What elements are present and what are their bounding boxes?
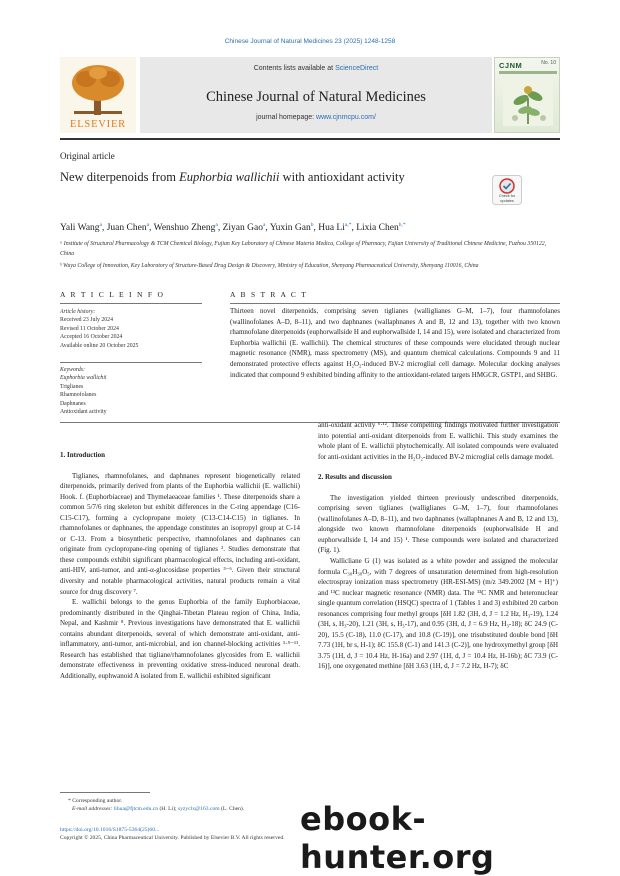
title-part-2: with antioxidant activity [279,170,405,184]
keywords-label: Keywords: [60,367,85,373]
keyword-item: Antioxidant activity [60,409,107,416]
author-affiliation-marker[interactable]: a [215,222,218,228]
cover-title: CJNM [499,61,523,70]
journal-cover-thumbnail [494,57,560,133]
affiliation-a: ᵃ Institute of Structural Pharmacology & TCM Chemical Biology, Fujian Key Laboratory of Chinese Materia Medica, College of Pharmacy, Fujian University of Traditional Chinese Medicine, Fuzhou 350122, China [60,241,547,257]
check-for-updates-badge[interactable] [492,175,522,205]
masthead-rule [60,138,560,140]
masthead-banner [140,57,492,133]
article-history [60,308,202,350]
author-name: Yuxin Gan [269,223,311,234]
abstract-heading: A B S T R A C T [230,290,308,299]
keyword-item: Rhamnofolanes [60,392,97,399]
affiliation-b: ᵇ Wuya College of Innovation, Key Laboratory of Structure-Based Drug Design & Discovery, Ministry of Education, Shenyang Pharmaceutical University, Shenyang 110016, China [60,263,479,269]
abstract-rule [230,303,560,304]
journal-homepage-link[interactable]: www.cjnmcpu.com/ [316,114,376,121]
elsevier-logo-icon [60,57,136,133]
author-name: Yali Wang [60,223,100,234]
cover-band [499,71,557,74]
email-label: E-mail addresses: [72,806,114,813]
journal-name: Chinese Journal of Natural Medicines [206,89,426,105]
author-name: Wenshuo Zheng [153,223,216,234]
contents-line [140,65,492,72]
history-online: Available online 20 October 2025 [60,342,139,349]
title-species: Euphorbia wallichii [179,170,280,184]
email-link-2[interactable]: syzyclx@163.com [177,806,220,813]
intro-paragraph-1: Tiglianes, rhamnofolanes, and daphnanes represent biogenetically related diterpenoids, primarily derived from plants of the Euphorbia wallichii (E. wallichii) Hook. f. (Euphorbiaceae) and Thymelaeaceae families ¹. These diterpenoids share a common 5/7/6 ring skeleton but exhibit differences in the C-ring appendage (C16-C15-C17), forming a cyclopropane moiety (C13-C14-C15) in tiglianes. In rhamnofolanes or daphnanes, the appendage constitutes an isopropyl group at C-14 or C-13. From a biosynthetic perspective, rhamnofolanes and daphnanes can originate from cyclopropane-ring opening of tiglianes ². Studies demonstrate that these compounds exhibit significant pharmacological effects, including anti-oxidant, anti-HIV, anti-tumor, and anti-α-glucosidase properties ³⁻⁶. Given their structural diversity and notable pharmacological activities, natural products remain a vital source for drug discovery ⁷. [60,471,300,596]
author-affiliation-marker[interactable]: a [99,222,102,228]
history-accepted: Accepted 16 October 2024 [60,334,123,341]
journal-masthead [60,57,560,133]
email-owner-2: (L. Chen). [219,806,245,813]
author-affiliation-marker[interactable]: b [310,222,314,228]
results-heading: 2. Results and discussion [318,473,392,482]
body-column-left [60,450,300,681]
footnote [60,797,310,814]
cover-plant-icon [503,80,553,126]
badge-line-1: Check for [498,194,516,198]
running-head: Chinese Journal of Natural Medicines 23 (2025) 1248-1258 [224,38,396,45]
history-revised: Revised 11 October 2024 [60,325,119,332]
results-paragraph-2: Wallicliane G (1) was isolated as a white powder and assigned the molecular formula C₃₀H₃₈O₅, with 7 degrees of unsaturation determined from high-resolution electrospray ionization mass spectrometry (HR-ESI-MS) (m/z 349.2002 [M + H]⁺) and ¹³C nuclear magnetic resonance (NMR) data. The ¹³C NMR and heteronuclear single quantum correlation (HSQC) spectra of 1 (Tables 1 and 3) exhibited 20 carbon resonances comprising four methyl groups [δH 1.82 (3H, d, J = 1.2 Hz, H₃-19), 1.24 (3H, s, H₃-20), 1.21 (3H, s, H₃-17), and 0.95 (3H, d, J = 6.9 Hz, H₃-18); δC 24.9 (C-20), 15.5 (C-18), 11.0 (C-17), and 10.8 (C-19)], one trisubstituted double bond [δH 7.73 (1H, br s, H-1); δC 155.8 (C-1) and 141.3 (C-2)], one hydroxymethyl group [δH 3.75 (1H, d, J = 10.4 Hz, H-16a) and 2.97 (1H, d, J = 10.4 Hz, H-16b); δC 73.9 (C-16)], one oxygenated methine [δH 3.63 (1H, d, J = 7.2 Hz, H-7); δC [318,557,558,671]
badge-line-2: updates [500,198,514,203]
right-paragraph-1: anti-oxidant activity ⁶·¹². These compelling findings motivated further investigation into potential anti-oxidant diterpenoids from E. wallichii. This study examines the whole plant of E. wallichii phytochemically. All isolated compounds were evaluated for anti-oxidant activities in the H₂O₂-induced BV-2 microglial cells damage model. [318,421,558,461]
introduction-heading: 1. Introduction [60,451,105,459]
keyword-item: Daphnanes [60,400,86,407]
abstract-text: Thirteen novel diterpenoids, comprising seven tiglianes (walliglianes G–M, 1–7), four rhamnofolanes (wallinofolanes A–D, 8–11), and two daphnanes (wallaphnanes A and B, 12 and 13), together with two known rhamnofolane diterpenoids (euphorwallside H and euphorwallside I, 14 and 15), were isolated and characterized from Euphorbia wallichii (E. wallichii). The chemical structures of these compounds were elucidated through nuclear magnetic resonance (NMR), mass spectrometry (MS), and quantum chemical calculations. Compounds 9 and 11 demonstrated protective effects against H₂O₂-induced BV-2 microglial cell damage. Molecular docking analyses indicated that compound 9 exhibited binding affinity to the antioxidant-related targets HMGCR, GSTP1, and SHBG. [230,307,560,379]
sciencedirect-link[interactable]: ScienceDirect [335,65,379,72]
cover-issue: No. 10 [541,60,556,66]
elsevier-wordmark: ELSEVIER [70,119,126,130]
author-affiliation-marker[interactable]: b,* [398,222,406,228]
footnote-rule [60,792,150,793]
email-link-1[interactable]: lihua@fjtcm.edu.cn [113,806,159,813]
body-column-right [318,420,558,672]
history-received: Received 23 July 2024 [60,317,113,324]
author-name: Lixia Chen [356,223,399,234]
author-affiliation-marker[interactable]: a [146,222,150,228]
results-paragraph-1: The investigation yielded thirteen previously undescribed diterpenoids, comprising seven tiglianes (walliglianes G–M, 1–7), four rhamnofolanes (wallinofolanes A–D, 8–11), and two daphnanes (wallaphnanes A and B, 12 and 13), alongside two known rhamnofolane diterpenoids (euphorwallside H and euphorwallside I, 14 and 15) ¹. These compounds were isolated and characterized (Fig. 1). [318,493,558,555]
keywords-rule [60,362,202,363]
keywords-list [60,366,202,416]
corresponding-author-note: * Corresponding author. [68,798,123,804]
email-owner-1: (H. Li); [158,806,178,813]
author-list: Yali Wang$^a$, Juan Chen$^a$, Wenshuo Zheng$^a$, Ziyan Gao$^a$, Yuxin Gan$^b$, Hua $Li^{a,*}$, Lixia Chen$^{b,*}$ [60,222,406,234]
author-name: Juan Chen [106,223,147,234]
badge-label [492,194,522,203]
history-label: Article history: [60,309,96,315]
doi-link[interactable]: https://doi.org/10.1016/S1875-5364(25)60... [60,827,160,833]
email-addresses [60,805,310,813]
watermark-text: ebook-hunter.org [300,800,495,876]
homepage-line [140,114,492,121]
author-name: Hua Li [318,223,345,234]
keyword-item: Triglianes [60,383,84,390]
author-affiliation-marker[interactable]: a,* [344,222,352,228]
intro-paragraph-2: E. wallichii belongs to the genus Euphorbia of the family Euphorbiaceae, predominantly distributed in the Qinghai-Tibetan Plateau region of China, India, Nepal, and Kashmir ⁸. Previous investigations have demonstrated that E. wallichii contains abundant diterpenoids, several of which demonstrate anti-oxidant, anti-inflammatory, anti-tumor, anti-microbial, and ion channel-blocking activities ⁵·⁹⁻¹¹. Research has established that tigliane/rhamnofolanes glycosides from E. wallichii demonstrate effectiveness in preventing oxidative stress-induced neuronal death. Additionally, euphwanoid A isolated from E. wallichii exhibited significant [60,598,300,680]
article-info-heading: A R T I C L E I N F O [60,290,165,299]
author-affiliation-marker[interactable]: a [262,222,266,228]
article-title [60,168,480,186]
article-type: Original article [60,151,115,161]
article-info-rule [60,303,202,304]
author-name: Ziyan Gao [222,223,263,234]
homepage-prefix: journal homepage: [256,114,317,121]
title-part-1: New diterpenoids from [60,170,180,184]
contents-prefix: Contents lists available at [253,65,336,72]
keyword-item: Euphorbia wallichii [60,375,107,382]
copyright-line: Copyright © 2025, China Pharmaceutical University. Published by Elsevier B.V. All rights reserved. [60,835,285,842]
